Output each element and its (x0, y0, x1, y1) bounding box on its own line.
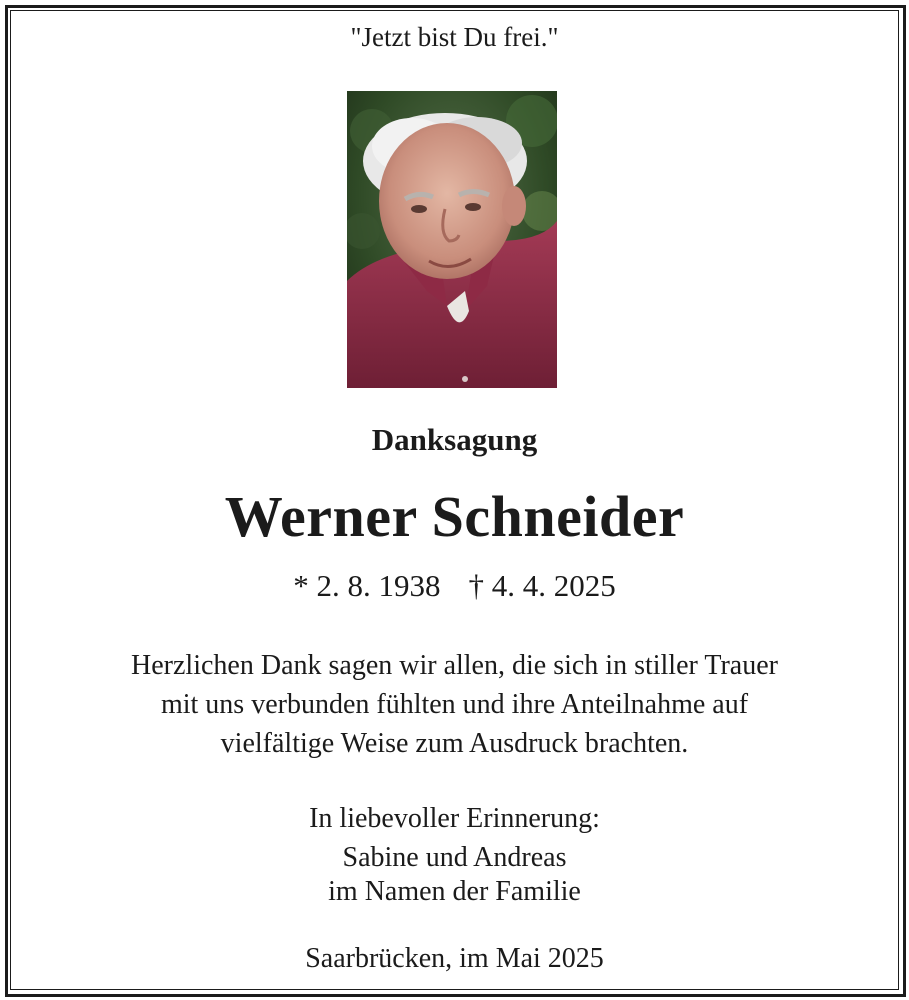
place-and-date: Saarbrücken, im Mai 2025 (305, 943, 604, 974)
notice-heading: Danksagung (371, 422, 538, 457)
portrait-illustration (347, 91, 557, 388)
life-dates (0, 568, 909, 604)
message-line: Herzlichen Dank sagen wir allen, die sich in stiller Trauer (131, 650, 778, 681)
signature-line: Sabine und Andreas (342, 842, 567, 873)
message-line: vielfältige Weise zum Ausdruck brachten. (220, 728, 689, 759)
signature-line: im Namen der Familie (328, 876, 581, 907)
portrait-photo (347, 91, 557, 388)
message-line: mit uns verbunden fühlten und ihre Anteilnahme auf (160, 689, 749, 720)
death-date: † 4. 4. 2025 (468, 568, 616, 603)
deceased-name: Werner Schneider (224, 484, 685, 549)
quote: "Jetzt bist Du frei." (350, 22, 559, 52)
signature-line: In liebevoller Erinnerung: (309, 803, 600, 834)
birth-date: * 2. 8. 1938 (293, 568, 441, 603)
